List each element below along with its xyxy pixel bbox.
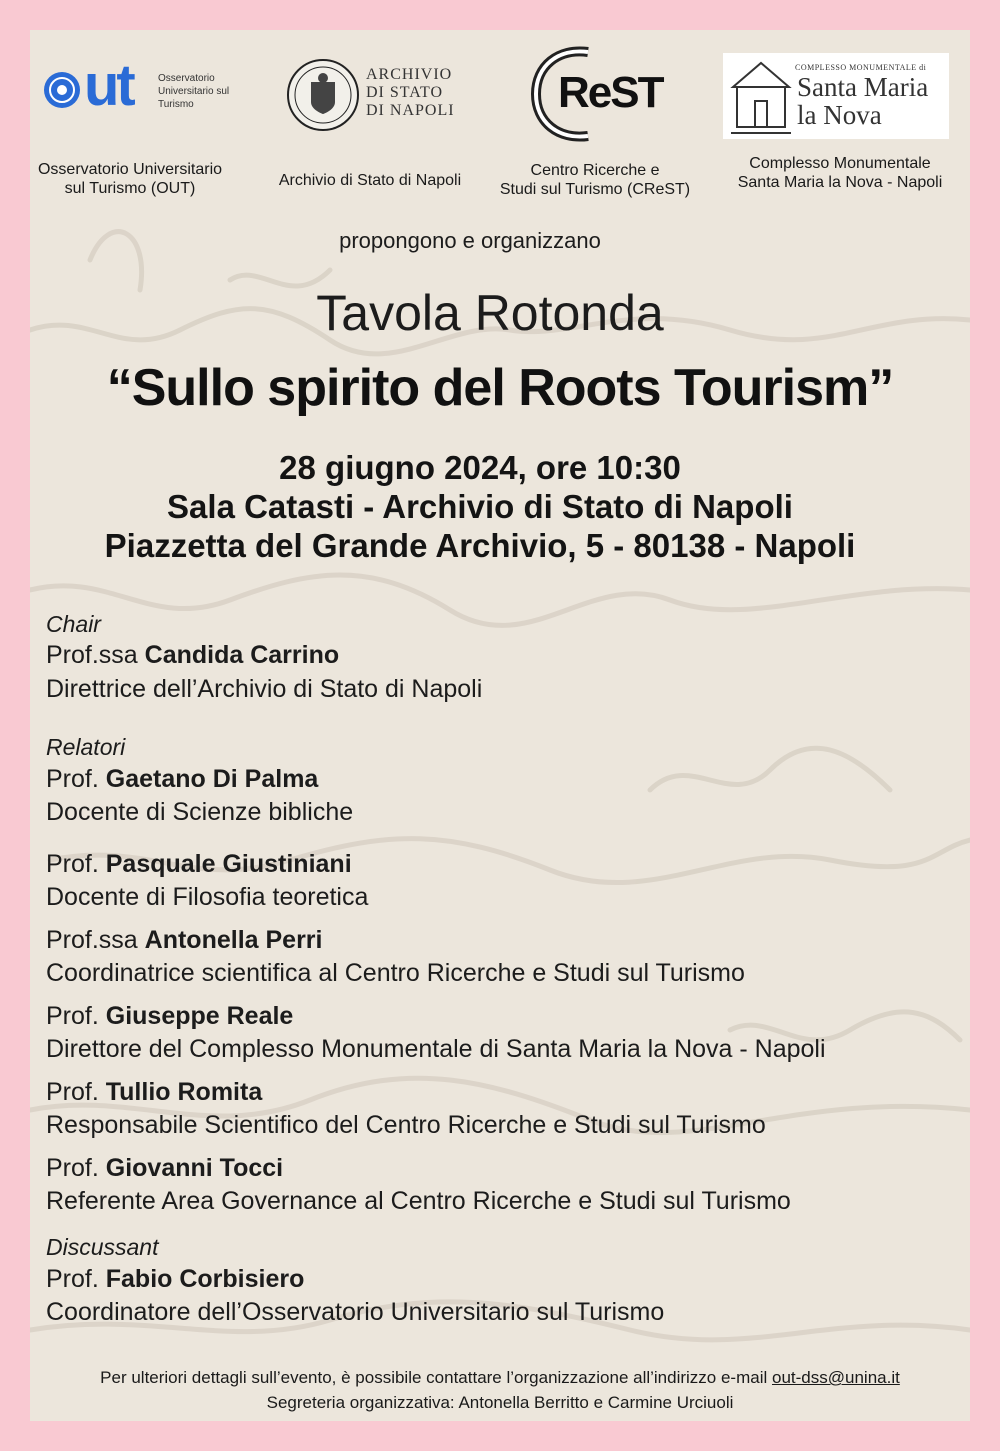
- email-link[interactable]: out-dss@unina.it: [772, 1368, 900, 1387]
- person-role: Referente Area Governance al Centro Ricerche e Studi sul Turismo: [46, 1187, 791, 1215]
- person-name: Prof. Gaetano Di Palma: [46, 765, 319, 793]
- person-role: Responsabile Scientifico del Centro Ricerche e Studi sul Turismo: [46, 1111, 766, 1139]
- smln-logo-block: [720, 52, 970, 202]
- archivio-caption: Archivio di Stato di Napoli: [278, 172, 462, 189]
- event-title: Tavola Rotonda: [316, 285, 664, 341]
- event-address: Piazzetta del Grande Archivio, 5 - 80138 - Napoli: [104, 527, 856, 564]
- person-name: Prof.ssa Candida Carrino: [46, 641, 340, 669]
- out-logo-icon: [42, 70, 82, 110]
- crest-logo-mark: ReST: [558, 68, 663, 117]
- out-caption: Osservatorio Universitario sul Turismo (OUT): [37, 161, 223, 197]
- crest-caption: Centro Ricerche e Studi sul Turismo (CReST): [499, 162, 691, 198]
- footer-contact: Per ulteriori dettagli sull’evento, è possibile contattare l’organizzazione all’indirizzo e-mail out-dss@unina.it: [100, 1368, 900, 1387]
- person-name: Prof. Giovanni Tocci: [46, 1154, 284, 1182]
- smln-caption: Complesso Monumentale Santa Maria la Nova - Napoli: [737, 155, 943, 191]
- smln-logo-box: [723, 53, 949, 139]
- out-logo-mark: ut: [84, 53, 133, 118]
- person-name: Prof.ssa Antonella Perri: [46, 926, 323, 954]
- person-role: Coordinatore dell’Osservatorio Universitario sul Turismo: [46, 1298, 665, 1326]
- event-date: 28 giugno 2024, ore 10:30: [279, 449, 681, 486]
- person-name: Prof. Pasquale Giustiniani: [46, 850, 352, 878]
- person-role: Docente di Scienze bibliche: [46, 798, 354, 826]
- person-role: Direttore del Complesso Monumentale di Santa Maria la Nova - Napoli: [46, 1035, 826, 1063]
- crest-logo-block: [480, 40, 710, 200]
- person-role: Coordinatrice scientifica al Centro Ricerche e Studi sul Turismo: [46, 959, 745, 987]
- archivio-seal-icon: [286, 58, 360, 132]
- person-name: Prof. Tullio Romita: [46, 1078, 263, 1106]
- event-subtitle: “Sullo spirito del Roots Tourism”: [106, 359, 894, 417]
- person-name: Prof. Fabio Corbisiero: [46, 1265, 305, 1293]
- person-name: Prof. Giuseppe Reale: [46, 1002, 294, 1030]
- archivio-logo-block: [260, 52, 480, 202]
- event-info: [30, 448, 930, 565]
- person-role: Direttrice dell’Archivio di Stato di Napoli: [46, 675, 483, 703]
- footer-secretariat: Segreteria organizzativa: Antonella Berritto e Carmine Urciuoli: [266, 1393, 734, 1412]
- smln-logo-small-text: COMPLESSO MONUMENTALE di: [795, 63, 927, 72]
- poster-paper: [30, 30, 970, 1421]
- smln-logo-text: Santa Maria la Nova: [797, 72, 929, 130]
- event-venue: Sala Catasti - Archivio di Stato di Napoli: [167, 488, 793, 525]
- section-relatori: Relatori: [46, 734, 126, 760]
- person-role: Docente di Filosofia teoretica: [46, 883, 369, 911]
- archivio-logo-text: ARCHIVIO DI STATO DI NAPOLI: [366, 66, 455, 119]
- out-logo-block: [30, 52, 260, 202]
- section-chair: Chair: [46, 611, 101, 637]
- santa-maria-la-nova-logo-icon: [727, 57, 795, 137]
- out-logo-side-text: Osservatorio Universitario sul Turismo: [158, 73, 230, 110]
- intro-text: propongono e organizzano: [339, 228, 601, 253]
- section-discussant: Discussant: [46, 1234, 159, 1260]
